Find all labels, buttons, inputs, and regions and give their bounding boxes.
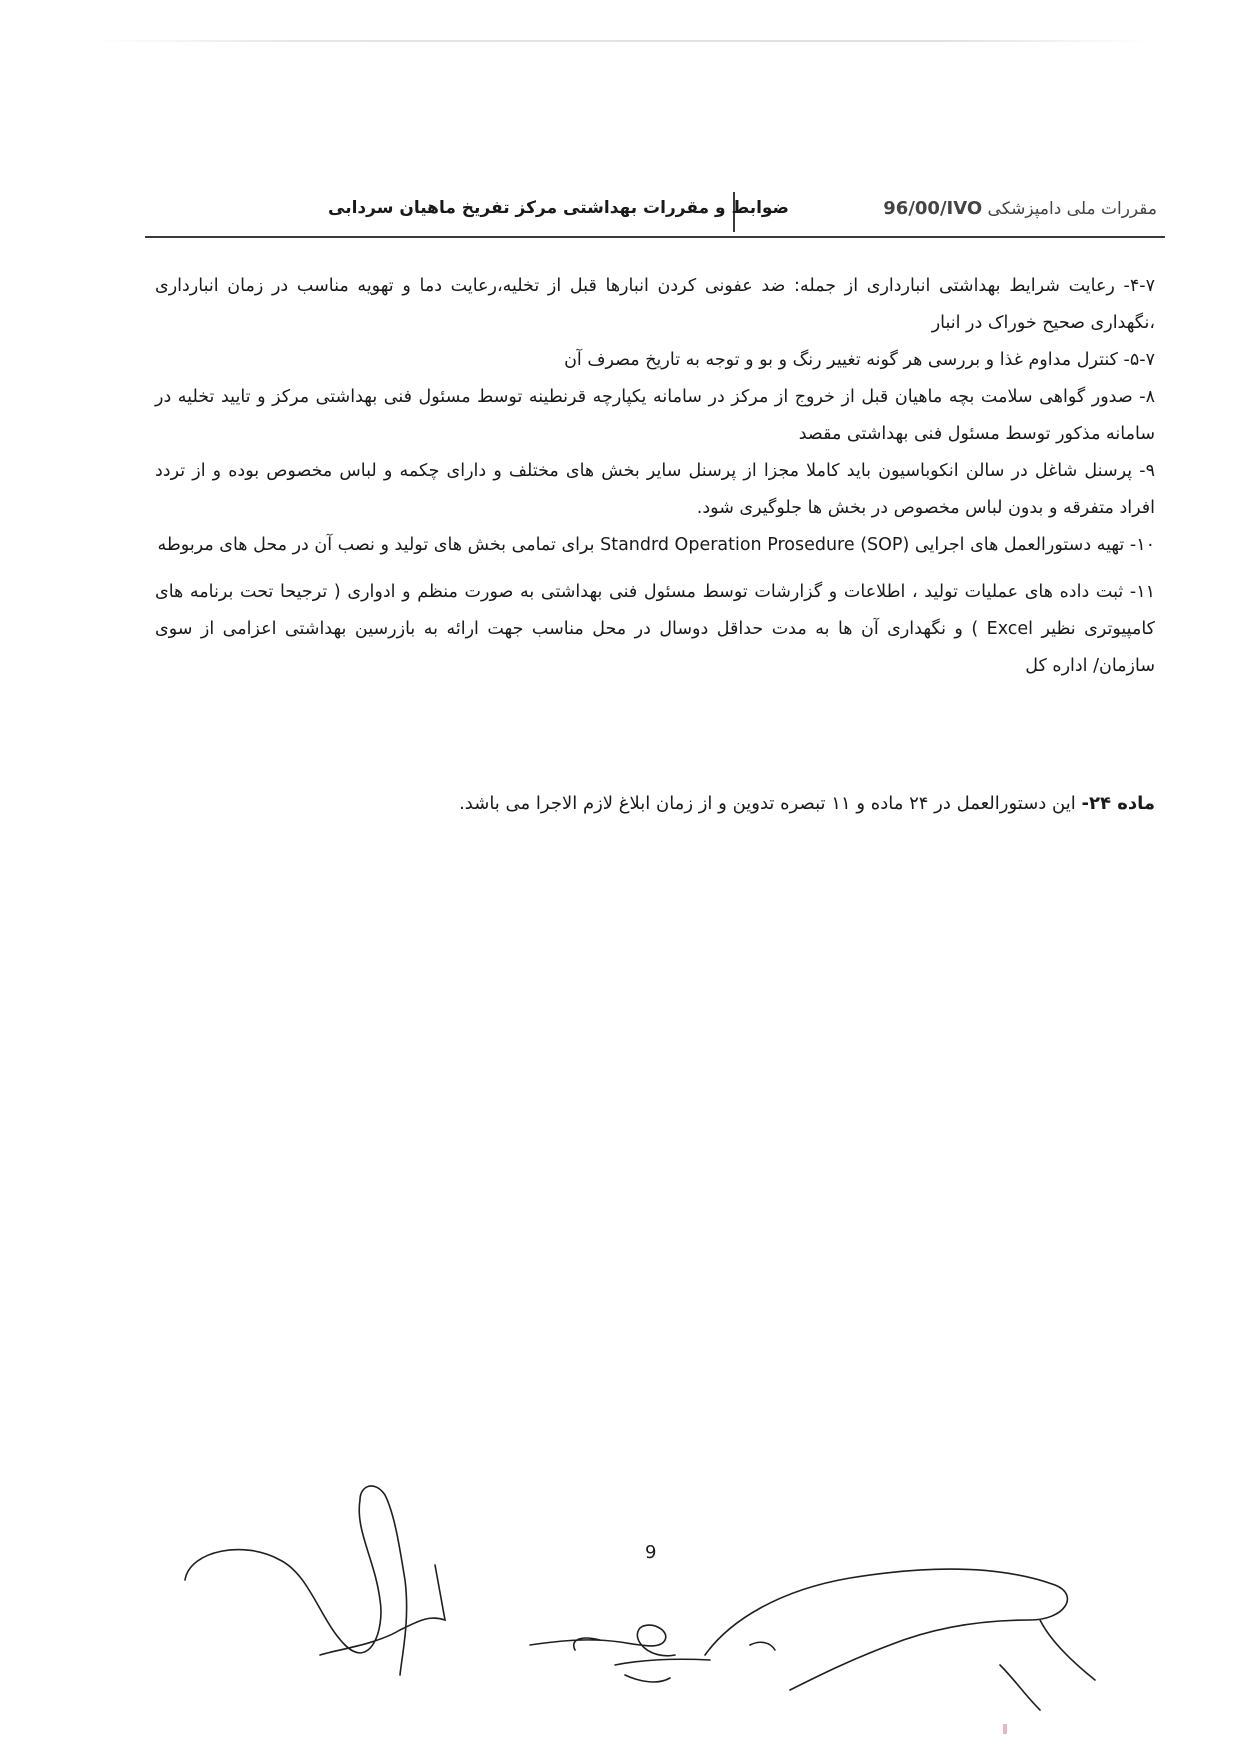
signature-stroke-right [705,1569,1095,1710]
header-code: 96/00/IVO [883,198,983,219]
paragraph-8: ۸- صدور گواهی سلامت بچه ماهیان قبل از خروج از مرکز در سامانه یکپارچه قرنطینه توسط مسئول فنی بهداشتی مرکز و تایید تخلیه در سامانه مذکور توسط مسئول فنی بهداشتی مقصد [155,387,1155,444]
header-regulation-label: مقررات ملی دامپزشکی [987,199,1157,219]
paragraph-10: ۱۰- تهیه دستورالعمل های اجرایی (Standrd Operation Prosedure (SOP برای تمامی بخش های تولید و نصب آن در محل های مربوطه [157,535,1155,555]
paragraph-7-4: ۴-۷- رعایت شرایط بهداشتی انبارداری از جمله: ضد عفونی کردن انبارها قبل از تخلیه،رعایت دما و تهویه مناسب در زمان انبارداری ،نگهداری صحیح خوراک در انبار [155,276,1155,333]
signature-stroke-middle [530,1625,710,1682]
paragraph-7-5: ۵-۷- کنترل مداوم غذا و بررسی هر گونه تغییر رنگ و بو و توجه به تاریخ مصرف آن [564,350,1155,370]
paragraph-9: ۹- پرسنل شاغل در سالن انکوباسیون باید کاملا مجزا از پرسنل سایر بخش های مختلف و دارای چکمه و لباس مخصوص بوده و از تردد افراد متفرقه و بدون لباس مخصوص در بخش ها جلوگیری شود. [155,461,1155,518]
paragraph-11: ۱۱- ثبت داده های عملیات تولید ، اطلاعات و گزارشات توسط مسئول فنی بهداشتی به صورت منظم و ادواری ( ترجیحا تحت برنامه های کامپیوتری نظیر Excel ) و نگهداری آن ها به مدت حداقل دوسال در محل مناسب جهت ارائه به بازرسین بهداشتی اعزامی از سوی سازمان/ اداره کل [155,582,1156,676]
document-header [145,188,1165,238]
signature-stroke-left [185,1486,445,1675]
document-body [155,268,1155,685]
header-regulation [883,198,1157,219]
paragraph-gap [155,564,1155,574]
scan-top-shadow [90,40,1150,42]
article-lead: ماده ۲۴- [1081,793,1155,814]
header-title: ضوابط و مقررات بهداشتی مرکز تفریخ ماهیان سردابی [328,198,789,218]
article-text: این دستورالعمل در ۲۴ ماده و ۱۱ تبصره تدوین و از زمان ابلاغ لازم الاجرا می باشد. [459,793,1076,814]
stamp-mark [1003,1724,1007,1734]
page-number: 9 [645,1542,657,1563]
article-24 [390,793,1155,814]
handwritten-signatures [170,1470,1160,1720]
